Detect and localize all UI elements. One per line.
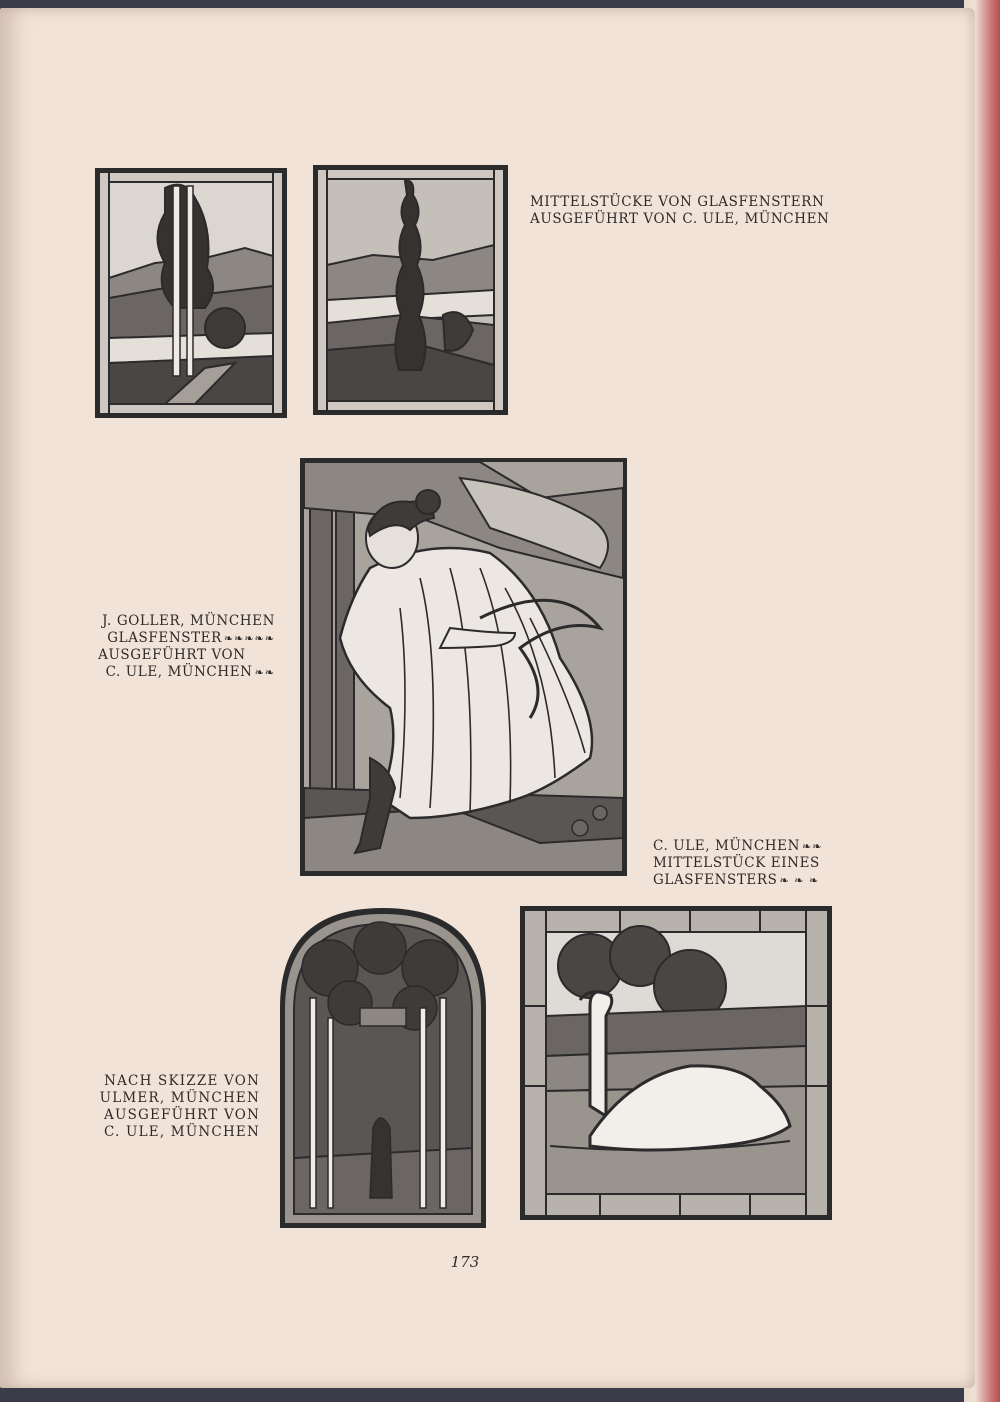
caption-middle-left-line1: J. GOLLER, MÜNCHEN xyxy=(102,613,275,629)
window-arched-birch-forest xyxy=(280,908,486,1228)
caption-middle-left-line4: C. ULE, MÜNCHEN xyxy=(105,664,253,680)
ornament-leaves: ❧❧❧❧❧ xyxy=(223,632,275,645)
window-landscape-trees-art xyxy=(95,168,287,418)
caption-top-right-line1: MITTELSTÜCKE VON GLASFENSTERN xyxy=(530,194,825,210)
window-landscape-trees xyxy=(95,168,287,418)
caption-middle-right-line3: GLASFENSTERS xyxy=(653,872,778,888)
caption-bottom-left-line2: ULMER, MÜNCHEN xyxy=(99,1090,260,1106)
book-page xyxy=(0,8,975,1388)
caption-top-right xyxy=(530,194,829,228)
window-swan-art xyxy=(520,906,832,1220)
caption-middle-right-line1: C. ULE, MÜNCHEN xyxy=(653,838,800,854)
ornament-leaves: ❧❧ xyxy=(802,840,823,853)
window-swan xyxy=(520,906,832,1220)
ornament-leaves: ❧ ❧ ❧ xyxy=(779,874,820,887)
caption-bottom-left-line4: C. ULE, MÜNCHEN xyxy=(104,1124,260,1140)
caption-bottom-left-line3: AUSGEFÜHRT VON xyxy=(104,1107,260,1123)
window-arched-birch-forest-art xyxy=(280,908,486,1228)
caption-middle-left xyxy=(80,613,275,681)
window-woman-flowing-dress-art xyxy=(300,458,627,876)
caption-top-right-line2: AUSGEFÜHRT VON C. ULE, MÜNCHEN xyxy=(530,211,830,227)
ornament-leaves: ❧❧ xyxy=(254,666,275,679)
caption-bottom-left xyxy=(60,1073,260,1141)
window-cypress-landscape xyxy=(313,165,508,415)
caption-bottom-left-line1: NACH SKIZZE VON xyxy=(104,1073,260,1089)
caption-middle-right xyxy=(653,838,822,889)
caption-middle-right-line2: MITTELSTÜCK EINES xyxy=(653,855,820,871)
window-woman-flowing-dress xyxy=(300,458,627,876)
caption-middle-left-line3: AUSGEFÜHRT VON xyxy=(98,647,246,663)
page-number: 173 xyxy=(450,1253,480,1271)
caption-middle-left-line2: GLASFENSTER xyxy=(107,630,222,646)
window-cypress-landscape-art xyxy=(313,165,508,415)
